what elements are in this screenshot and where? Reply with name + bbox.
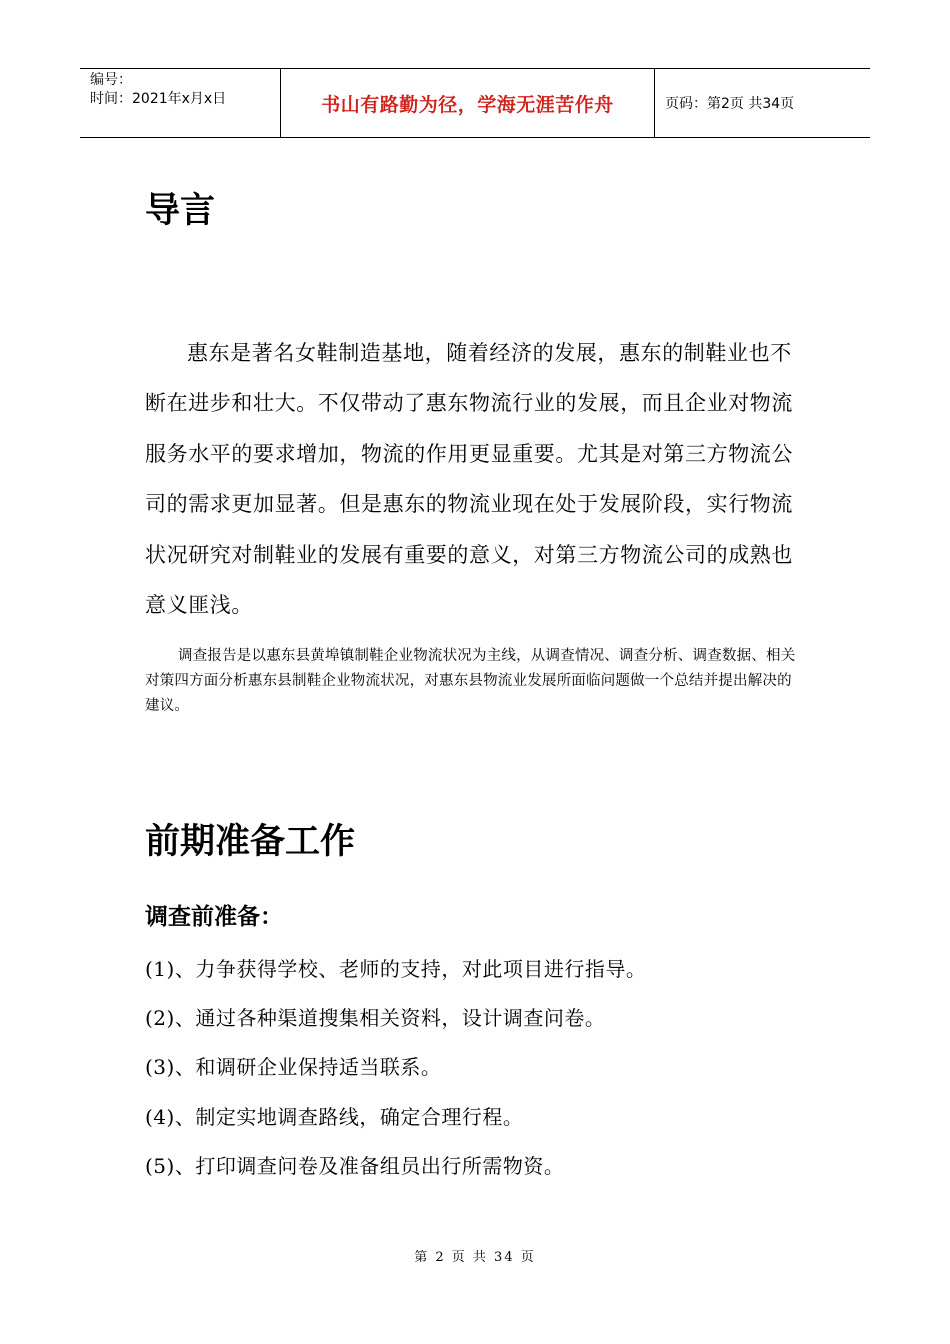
list-item: (5)、打印调查问卷及准备组员出行所需物资。: [145, 1153, 565, 1178]
header-page-info: 页码：第2页 共34页: [665, 96, 795, 112]
list-item: (4)、制定实地调查路线，确定合理行程。: [145, 1104, 524, 1129]
report-summary: 调查报告是以惠东县黄埠镇制鞋企业物流状况为主线，从调查情况、调查分析、调查数据、相关对策四方面分析惠东县制鞋企业物流状况，对惠东县物流业发展所面临问题做一个总结并提出解决的建议。: [145, 648, 796, 714]
header-motto: 书山有路勤为径，学海无涯苦作舟: [281, 69, 655, 137]
document-date: 时间：2021年x月x日: [90, 91, 227, 107]
page-header: [80, 68, 870, 138]
list-item: (3)、和调研企业保持适当联系。: [145, 1055, 442, 1080]
prep-heading: 前期准备工作: [145, 822, 356, 862]
intro-heading: 导言: [145, 191, 216, 231]
prep-list: [145, 945, 646, 1191]
document-number-label: 编号：: [90, 72, 132, 88]
prep-subheading: 调查前准备：: [145, 904, 283, 930]
page-footer: 第 2 页 共 34 页: [414, 1250, 536, 1265]
list-item: (2)、通过各种渠道搜集相关资料，设计调查问卷。: [145, 1006, 606, 1031]
list-item: (1)、力争获得学校、老师的支持，对此项目进行指导。: [145, 957, 647, 981]
intro-paragraph: 惠东是著名女鞋制造基地，随着经济的发展，惠东的制鞋业也不断在进步和壮大。不仅带动了惠东物流行业的发展，而且企业对物流服务水平的要求增加，物流的作用更显重要。尤其是对第三方物流公司的需求更加显著。但是惠东的物流业现在处于发展阶段，实行物流状况研究对制鞋业的发展有重要的意义，对第三方物流公司的成熟也意义匪浅。: [145, 341, 793, 618]
header-meta: [80, 69, 281, 137]
